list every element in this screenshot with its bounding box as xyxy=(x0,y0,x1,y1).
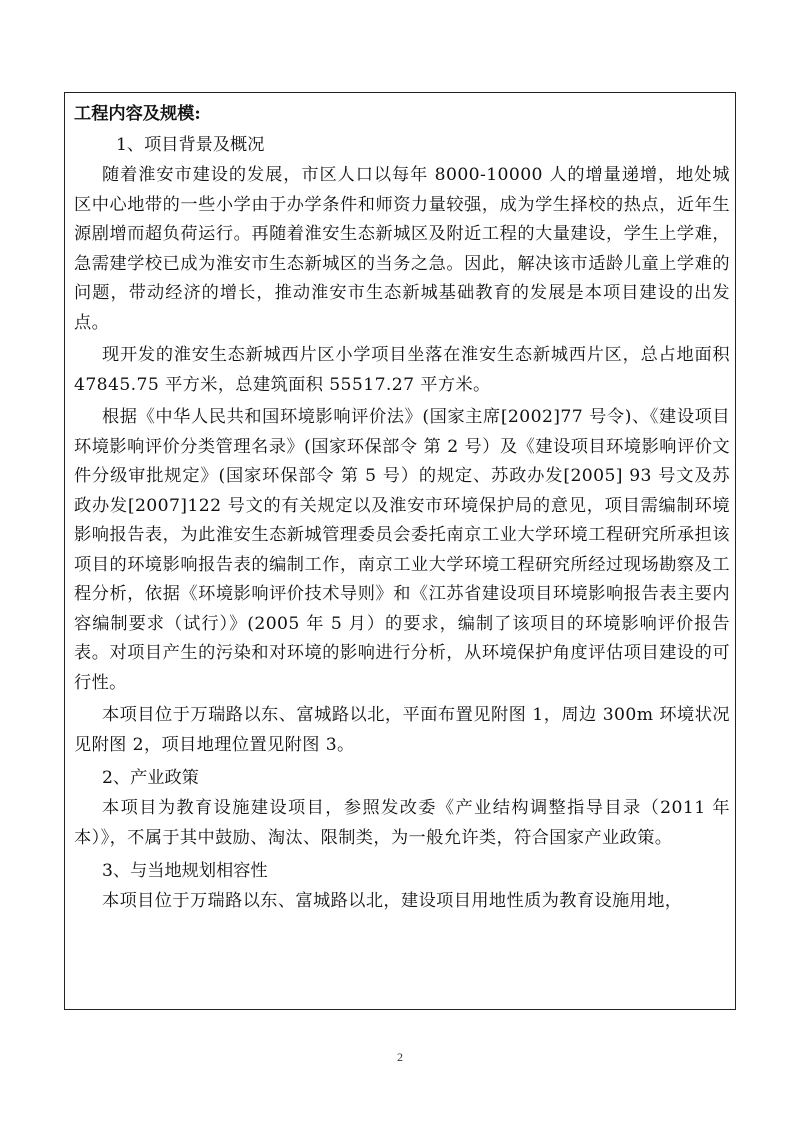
section-1-title: 1、项目背景及概况 xyxy=(116,135,265,155)
location-paragraph: 本项目位于万瑞路以东、富城路以北，平面布置见附图 1，周边 300m 环境状况见附图 2，项目地理位置见附图 3。 xyxy=(74,705,730,755)
legal-basis-paragraph: 根据《中华人民共和国环境影响评价法》(国家主席[2002]77 号令)、《建设项目环境影响评价分类管理名录》(国家环保部令 第 2 号）及《建设项目环境影响评价文件分级审批规定》(国家环保部令 第 5 号）的规定、苏政办发[2005] 93 号文及苏政办发[2007]122 号文的有关规定以及淮安市环境保护局的意见，项目需编制环境影响报告表，为此淮安生态新城管理委员会委托南京工业大学环境工程研究所承担该项目的环境影响报告表的编制工作，南京工业大学环境工程研究所经过现场勘察及工程分析，依据《环境影响评价技术导则》和《江苏省建设项目环境影响报告表主要内容编制要求（试行）》(2005 年 5 月）的要求，编制了该项目的环境影响评价报告表。对项目产生的污染和对环境的影响进行分析，从环境保护角度评估项目建设的可行性。 xyxy=(74,407,730,693)
industry-policy-paragraph: 本项目为教育设施建设项目，参照发改委《产业结构调整指导目录（2011 年本）》，不属于其中鼓励、淘汰、限制类，为一般允许类，符合国家产业政策。 xyxy=(74,798,730,848)
background-paragraph: 随着淮安市建设的发展，市区人口以每年 8000-10000 人的增量递增，地处城区中心地带的一些小学由于办学条件和师资力量较强，成为学生择校的热点，近年生源剧增而超负荷运行。再随着淮安生态新城区及附近工程的大量建设，学生上学难，急需建学校已成为淮安市生态新城区的当务之急。因此，解决该市适龄儿童上学难的问题，带动经济的增长，推动淮安市生态新城基础教育的发展是本项目建设的出发点。 xyxy=(74,165,730,333)
section-2-title: 2、产业政策 xyxy=(102,768,199,788)
planning-compatibility-paragraph: 本项目位于万瑞路以东、富城路以北，建设项目用地性质为教育设施用地， xyxy=(102,891,683,911)
site-area-paragraph: 现开发的淮安生态新城西片区小学项目坐落在淮安生态新城西片区，总占地面积 47845.75 平方米，总建筑面积 55517.27 平方米。 xyxy=(74,345,730,395)
section-heading: 工程内容及规模: xyxy=(74,104,201,124)
page-number: 2 xyxy=(397,1050,403,1064)
section-3-title: 3、与当地规划相容性 xyxy=(102,861,268,881)
document-body xyxy=(74,98,730,920)
